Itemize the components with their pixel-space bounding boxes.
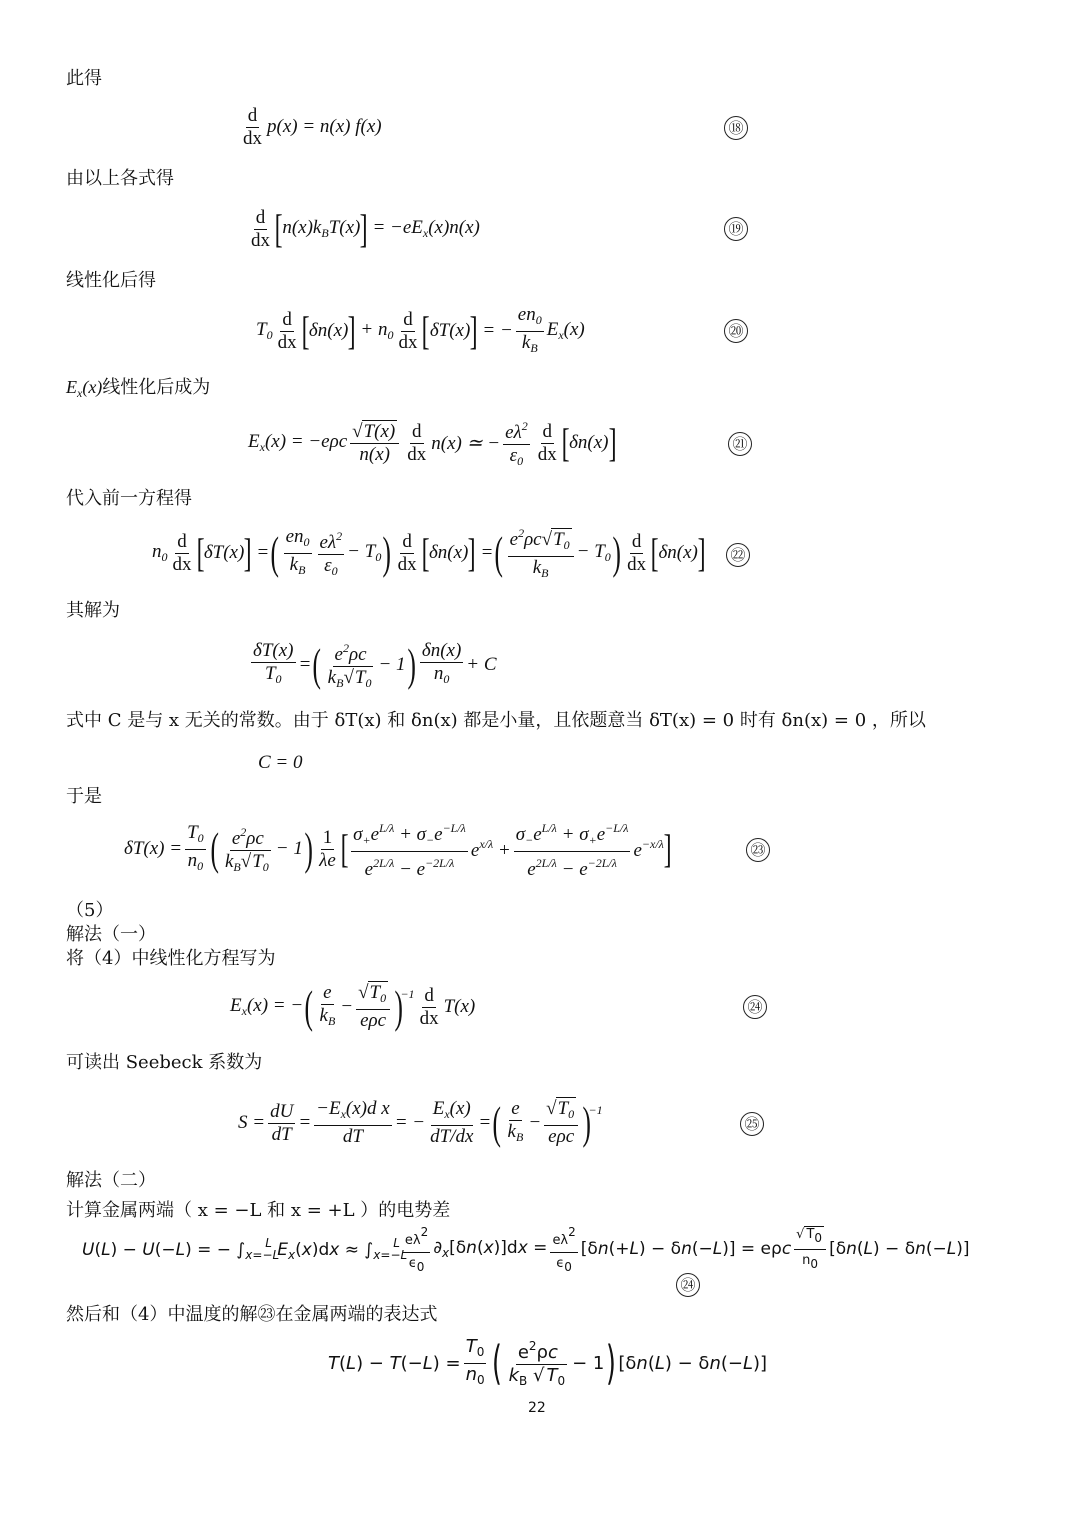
equation-potential-difference: U(L) − U(−L) = − $\int_{x=-L}^L$ $E_x(x)dx \approx \int_{x=-L}^L$ $\frac{e\lambda^2}{\epsilon_0}$ $\partial_x[\delta n(x)]dx$ = $\frac{e\lambda^2}{\epsilon_0}$ [δn(+L) − δn(−L)] = eρc $\frac{√ T_0}{n_0}$ [δn(L) − δn(−L)] (82, 1222, 970, 1276)
text-you-yishang: 由以上各式得 (66, 168, 174, 189)
text-kedu: 可读出 Seebeck 系数为 (66, 1052, 263, 1073)
equation-tag-23: ㉓ (746, 838, 770, 862)
equation-24: $E_x(x)$ = − ( $\frac{e}{k_B}$ − $\frac{√T_0}{\text{eρc}}$ ) −1 $\frac{d}{dx}$ T(x) (230, 981, 476, 1032)
page-number: 22 (528, 1400, 546, 1416)
equation-22: $n_0$ $\frac{d}{dx}$ [ δT(x) ] = ( $\frac{en_0}{k_B}$ $\frac{e\lambda^2}{\varepsilon_0}$ − $T_0$ ) $\frac{d}{dx}$ [ δn(x) ] = ( $\frac{e^2\rho c√T_0}{k_B}$ − $T_0$ ) $\frac{d}{dx}$ [ δn(x) ] (152, 526, 705, 580)
equation-tag-20: ⑳ (724, 319, 748, 343)
equation-tag-21: ㉑ (728, 432, 752, 456)
text-jiefa1: 解法（一） (66, 924, 156, 945)
text-ex-xianxinghua: $E_x(x)$线性化后成为 (66, 377, 211, 400)
equation-19: $\frac{d}{dx}$ [ $n(x)k_BT(x)$ ] = $-eE_x(x)n(x)$ (251, 206, 480, 251)
equation-solution: $\frac{\delta T(x)}{T_0}$ = ( $\frac{e^2\rho c}{k_B√T_0}$ − 1 ) $\frac{\delta n(x)}{n_0}$ + C (248, 638, 497, 692)
text-yushi: 于是 (66, 786, 102, 807)
equation-tag-25: ㉕ (740, 1112, 764, 1136)
text-jiefa2: 解法（二） (66, 1170, 156, 1191)
equation-tag-24b: ㉔ (676, 1273, 700, 1297)
equation-temperature-difference: T(L) − T(−L) = $\frac{T_0}{n_0}$ ( $\frac{e^2\rho c}{k_B √ T_0}$ − 1 ) [δn(L) − δn(−L)] (328, 1335, 768, 1390)
equation-tag-22: ㉒ (726, 543, 750, 567)
text-dairu: 代入前一方程得 (66, 488, 192, 509)
text-jisuan: 计算金属两端（ x = −L 和 x = +L ）的电势差 (66, 1200, 451, 1221)
equation-18: $\frac{d}{dx}$ p(x) = n(x) f(x) (243, 104, 382, 149)
text-ranhou: 然后和（4）中温度的解㉓在金属两端的表达式 (66, 1304, 438, 1325)
text-shizhong: 式中 C 是与 x 无关的常数。由于 δT(x) 和 δn(x) 都是小量，且依题意当 δT(x) = 0 时有 δn(x) = 0 ，所以 (66, 710, 926, 731)
equation-c-zero: C = 0 (258, 752, 303, 773)
text-part5: （5） (66, 900, 114, 921)
text-ci-de: 此得 (66, 68, 102, 89)
text-qijie: 其解为 (66, 600, 120, 621)
equation-tag-19: ⑲ (724, 217, 748, 241)
equation-tag-18: ⑱ (724, 116, 748, 140)
equation-20: $T_0$ $\frac{d}{dx}$ [ δn(x) ] + $n_0$ $\frac{d}{dx}$ [ δT(x) ] = − $\frac{en_0}{k_B}$ $E_x(x)$ (256, 303, 585, 355)
text-xianxinghua: 线性化后得 (66, 270, 156, 291)
text-jiang4: 将（4）中线性化方程写为 (66, 948, 276, 969)
equation-tag-24: ㉔ (743, 995, 767, 1019)
equation-23: δT(x) = $\frac{T_0}{n_0}$ ( $\frac{e^2\rho c}{k_B√T_0}$ − 1 ) $\frac{1}{\lambda e}$ [ $\frac{\sigma_+e^{L/\lambda} + \sigma_-e^{-L/\lambda}}{e^{2L/\lambda} - e^{-2L/\lambda}}$ $e^{x/\lambda}$ + $\frac{\sigma_-e^{L/\lambda} + \sigma_+e^{-L/\lambda}}{e^{2L/\lambda} - e^{-2L/\lambda}}$ $e^{-x/\lambda}$ ] (124, 822, 671, 876)
equation-21: $E_x(x) = -e\rho c$ $\frac{√T(x)}{n(x)}$ $\frac{d}{dx}$ n(x) ≃ − $\frac{e\lambda^2}{\varepsilon_0}$ $\frac{d}{dx}$ [ δn(x) ] (248, 416, 616, 470)
equation-25: S = $\frac{dU}{dT}$ = $\frac{-E_x(x)d x}{dT}$ = − $\frac{E_x(x)}{dT/dx}$ = ( $\frac{e}{k_B}$ − $\frac{√T_0}{\text{eρc}}$ ) −1 (238, 1097, 603, 1148)
